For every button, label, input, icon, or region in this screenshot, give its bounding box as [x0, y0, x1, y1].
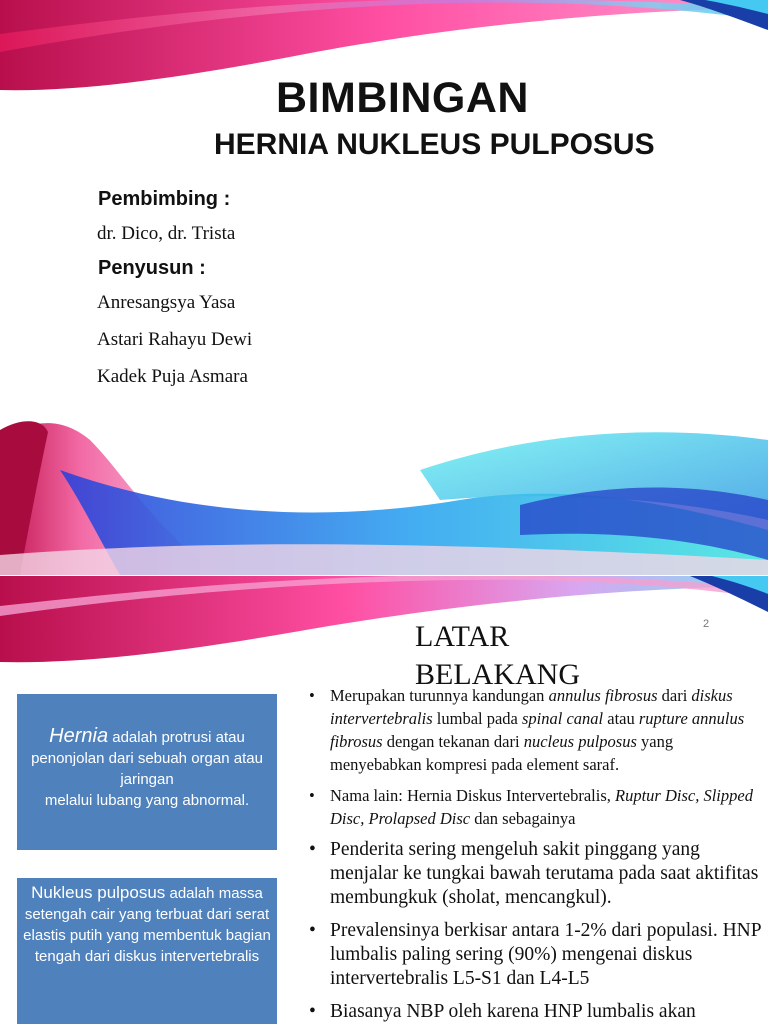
bullet-list — [309, 684, 761, 1024]
page-number: 2 — [703, 618, 710, 630]
bullet-icon: • — [309, 839, 316, 860]
section-title — [415, 618, 580, 694]
pembimbing-names: dr. Dico, dr. Trista — [97, 223, 236, 244]
penyusun-name: Anresangsya Yasa — [97, 292, 236, 313]
bullet-text: Penderita sering mengeluh sakit pinggang yang menjalar ke tungkai bawah terutama pada saat aktifitas membungkuk (sholat, mencangkul). — [330, 839, 759, 908]
nukleus-term: Nukleus pulposus — [31, 883, 166, 902]
list-item — [309, 784, 761, 830]
hernia-term: Hernia — [49, 725, 109, 747]
penyusun-label: Penyusun : — [98, 257, 206, 279]
bullet-italic: Ruptur Disc, Slipped Disc, Prolapsed Disc — [330, 786, 753, 828]
list-item — [309, 1000, 761, 1024]
bullet-text: dari — [657, 686, 692, 705]
bullet-icon: • — [309, 920, 316, 941]
bullet-text: Biasanya NBP oleh karena HNP lumbalis akan — [330, 1001, 696, 1022]
bullet-italic: nucleus pulposus — [523, 732, 637, 751]
bullet-italic: spinal canal — [522, 709, 604, 728]
slide-subtitle: HERNIA NUKLEUS PULPOSUS — [214, 128, 655, 161]
bullet-text: atau — [603, 709, 639, 728]
bullet-italic: rupture annulus fibrosus — [330, 709, 745, 751]
nukleus-definition-box — [17, 878, 277, 1024]
bullet-icon: • — [309, 786, 315, 805]
hernia-definition-end: melalui lubang yang abnormal. — [44, 792, 250, 809]
penyusun-name: Kadek Puja Asmara — [97, 366, 248, 387]
slide-title: BIMBINGAN — [276, 74, 529, 122]
pembimbing-label: Pembimbing : — [98, 188, 231, 210]
section-title-line: LATAR — [415, 620, 510, 653]
hernia-definition: adalah protrusi atau penonjolan dari sebuah organ atau jaringan — [31, 729, 263, 788]
bullet-icon: • — [309, 1001, 316, 1022]
list-item — [309, 838, 761, 910]
penyusun-name: Astari Rahayu Dewi — [97, 329, 253, 350]
list-item — [309, 919, 761, 991]
bullet-text: Nama lain: Hernia Diskus Intervertebralis, — [330, 786, 615, 805]
section-title-line: BELAKANG — [415, 658, 580, 691]
bullet-italic: diskus intervertebralis — [330, 686, 733, 728]
bullet-text: lumbal pada — [432, 709, 523, 728]
bullet-text: Merupakan turunnya kandungan — [330, 686, 549, 705]
content-slide — [0, 576, 768, 1024]
list-item — [309, 684, 761, 776]
hernia-definition-box — [17, 694, 277, 850]
bullet-icon: • — [309, 686, 315, 705]
nukleus-definition: adalah massa setengah cair yang terbuat dari serat elastis putih yang membentuk bagian tengah dari diskus intervertebralis — [23, 885, 271, 965]
bullet-text: Prevalensinya berkisar antara 1-2% dari populasi. HNP lumbalis paling sering (90%) mengenai diskus intervertebralis L5-S1 dan L4-L5 — [330, 920, 761, 989]
bullet-text: dan sebagainya — [470, 809, 576, 828]
bullet-text: yang menyebabkan kompresi pada element saraf. — [330, 732, 674, 774]
bullet-italic: annulus fibrosus — [548, 686, 658, 705]
decorative-waves — [0, 576, 768, 676]
bullet-text: dengan tekanan dari — [382, 732, 524, 751]
